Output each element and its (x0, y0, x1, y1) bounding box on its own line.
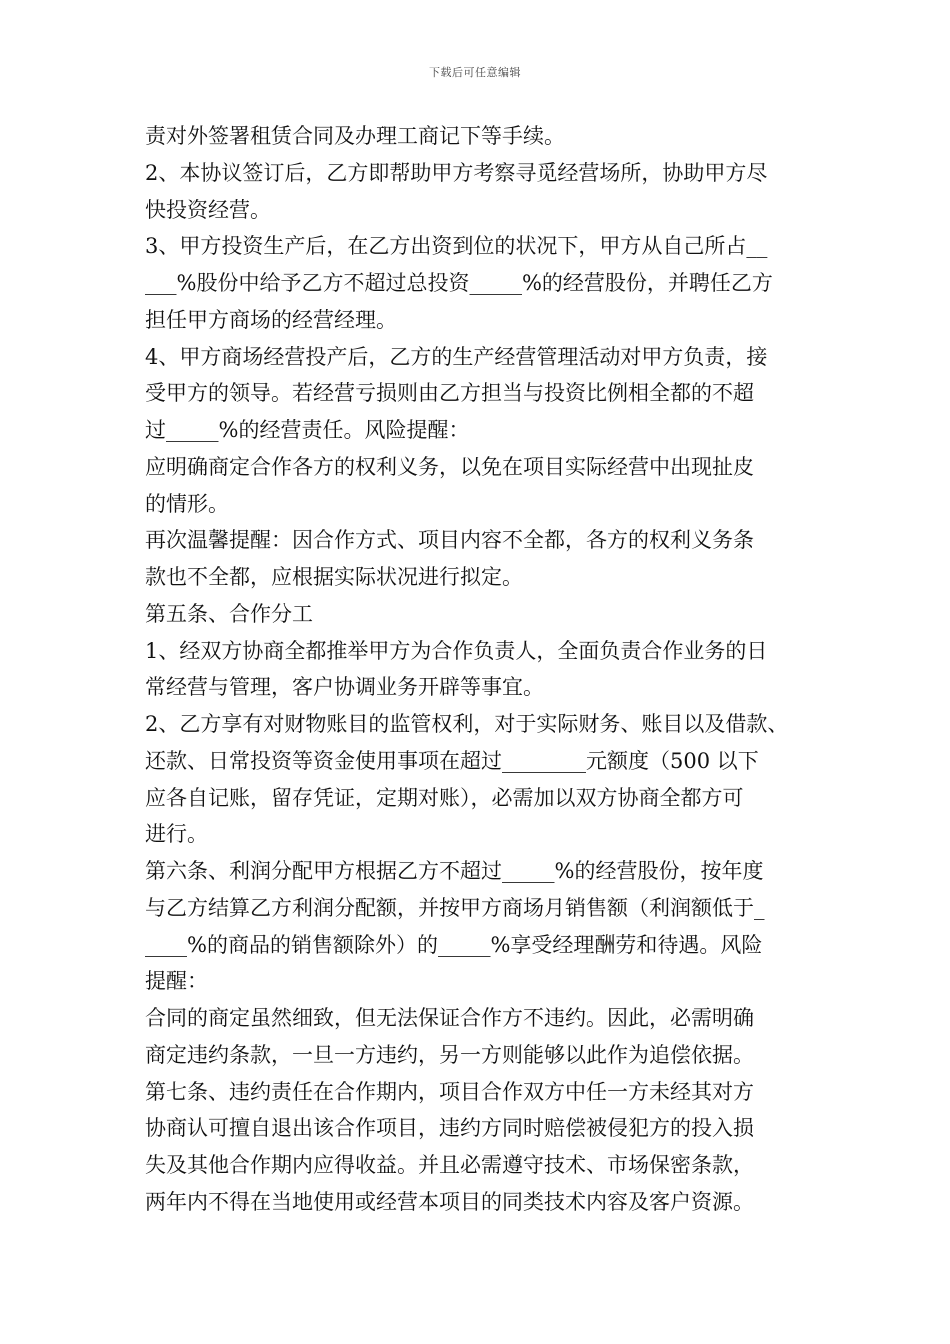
text-line: 款也不全都，应根据实际状况进行拟定。 (145, 565, 523, 589)
text-line: 第六条、利润分配甲方根据乙方不超过_____%的经营股份，按年度 (145, 859, 764, 883)
text-line: 过_____%的经营责任。风险提醒： (145, 418, 470, 442)
text-line: 还款、日常投资等资金使用事项在超过________元额度（500 以下 (145, 748, 759, 773)
text-line: 责对外签署租赁合同及办理工商记下等手续。 (145, 124, 565, 148)
text-line: 提醒： (145, 969, 208, 994)
text-line: 应明确商定合作各方的权利义务，以免在项目实际经营中出现扯皮 (145, 454, 754, 479)
text-line: ____%的商品的销售额除外）的_____%享受经理酬劳和待遇。风险 (145, 932, 763, 957)
text-line: 商定违约条款，一旦一方违约，另一方则能够以此作为追偿依据。 (145, 1042, 754, 1067)
text-line: 担任甲方商场的经营经理。 (145, 307, 397, 332)
text-line: 快投资经营。 (145, 197, 271, 222)
text-line: 2、本协议签订后，乙方即帮助甲方考察寻觅经营场所，协助甲方尽 (145, 160, 768, 185)
document-body (145, 118, 815, 1221)
text-line: 合同的商定虽然细致，但无法保证合作方不违约。因此，必需明确 (145, 1006, 754, 1030)
text-line: 两年内不得在当地使用或经营本项目的同类技术内容及客户资源。 (145, 1189, 754, 1214)
text-line: 失及其他合作期内应得收益。并且必需遵守技术、市场保密条款， (145, 1153, 754, 1177)
text-line: 协商认可擅自退出该合作项目，违约方同时赔偿被侵犯方的投入损 (145, 1116, 754, 1141)
text-line: 应各自记账，留存凭证，定期对账），必需加以双方协商全都方可 (145, 785, 744, 810)
text-line: 再次温馨提醒：因合作方式、项目内容不全都，各方的权利义务条 (145, 528, 754, 553)
text-line: 1、经双方协商全都推举甲方为合作负责人，全面负责合作业务的日 (145, 638, 768, 663)
text-line: 的情形。 (145, 491, 229, 516)
page-header: 下载后可任意编辑 (429, 66, 521, 79)
section-heading: 第五条、合作分工 (145, 601, 313, 626)
text-line: 4、甲方商场经营投产后，乙方的生产经营管理活动对甲方负责，接 (145, 344, 768, 369)
text-line: 常经营与管理，客户协调业务开辟等事宜。 (145, 675, 544, 700)
text-line: 与乙方结算乙方利润分配额，并按甲方商场月销售额（利润额低于_ (145, 895, 765, 920)
text-line: 2、乙方享有对财物账目的监管权利，对于实际财务、账目以及借款、 (145, 712, 789, 736)
text-line: 第七条、违约责任在合作期内，项目合作双方中任一方未经其对方 (145, 1079, 754, 1104)
text-line: ___%股份中给予乙方不超过总投资_____%的经营股份，并聘任乙方 (145, 271, 773, 295)
text-line: 进行。 (145, 822, 208, 847)
text-line: 受甲方的领导。若经营亏损则由乙方担当与投资比例相全都的不超 (145, 381, 754, 406)
text-line: 3、甲方投资生产后，在乙方出资到位的状况下，甲方从自己所占__ (145, 234, 768, 259)
